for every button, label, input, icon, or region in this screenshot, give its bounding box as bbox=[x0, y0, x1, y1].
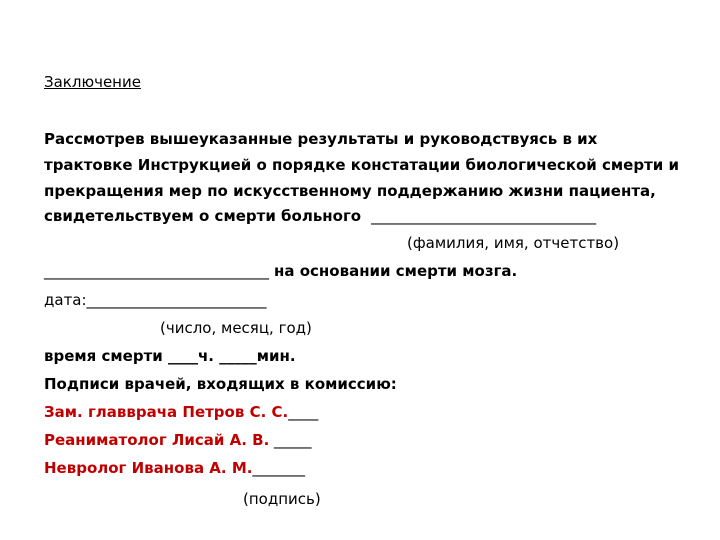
signature-blank: _____ bbox=[269, 431, 312, 449]
signatures-heading: Подписи врачей, входящих в комиссию: bbox=[44, 375, 397, 393]
time-of-death: время смерти ____ч. _____мин. bbox=[44, 347, 296, 365]
patient-line bbox=[44, 206, 596, 226]
patient-line-text: свидетельствуем о смерти больного bbox=[44, 207, 362, 225]
paragraph-line-3: прекращения мер по искусственному поддержанию жизни пациента, bbox=[44, 182, 656, 200]
signatory-name: Реаниматолог Лисай А. В. bbox=[44, 431, 270, 449]
signatory-name: Невролог Иванова А. М. bbox=[44, 459, 253, 477]
document-heading: Заключение bbox=[44, 73, 141, 91]
continuation-text: на основании смерти мозга. bbox=[274, 262, 518, 280]
signatory-line bbox=[44, 430, 312, 450]
date-label: дата: bbox=[44, 291, 87, 309]
continuation-line bbox=[44, 261, 517, 281]
continuation-blank: ______________________________ bbox=[44, 262, 269, 280]
signatory-line bbox=[44, 402, 318, 422]
signature-blank: _______ bbox=[252, 459, 305, 477]
patient-name-hint: (фамилия, имя, отчетство) bbox=[407, 234, 620, 252]
date-line bbox=[44, 290, 267, 310]
signatory-name: Зам. главврача Петров С. С. bbox=[44, 403, 289, 421]
signature-hint: (подпись) bbox=[243, 490, 321, 508]
date-blank: ________________________ bbox=[86, 291, 267, 309]
signatory-line bbox=[44, 458, 305, 478]
date-hint: (число, месяц, год) bbox=[160, 319, 312, 337]
paragraph-line-1: Рассмотрев вышеуказанные результаты и руководствуясь в их bbox=[44, 130, 598, 148]
paragraph-line-2: трактовке Инструкцией о порядке констатации биологической смерти и bbox=[44, 156, 680, 174]
signature-blank: ____ bbox=[288, 403, 319, 421]
patient-name-blank: ______________________________ bbox=[371, 207, 597, 225]
